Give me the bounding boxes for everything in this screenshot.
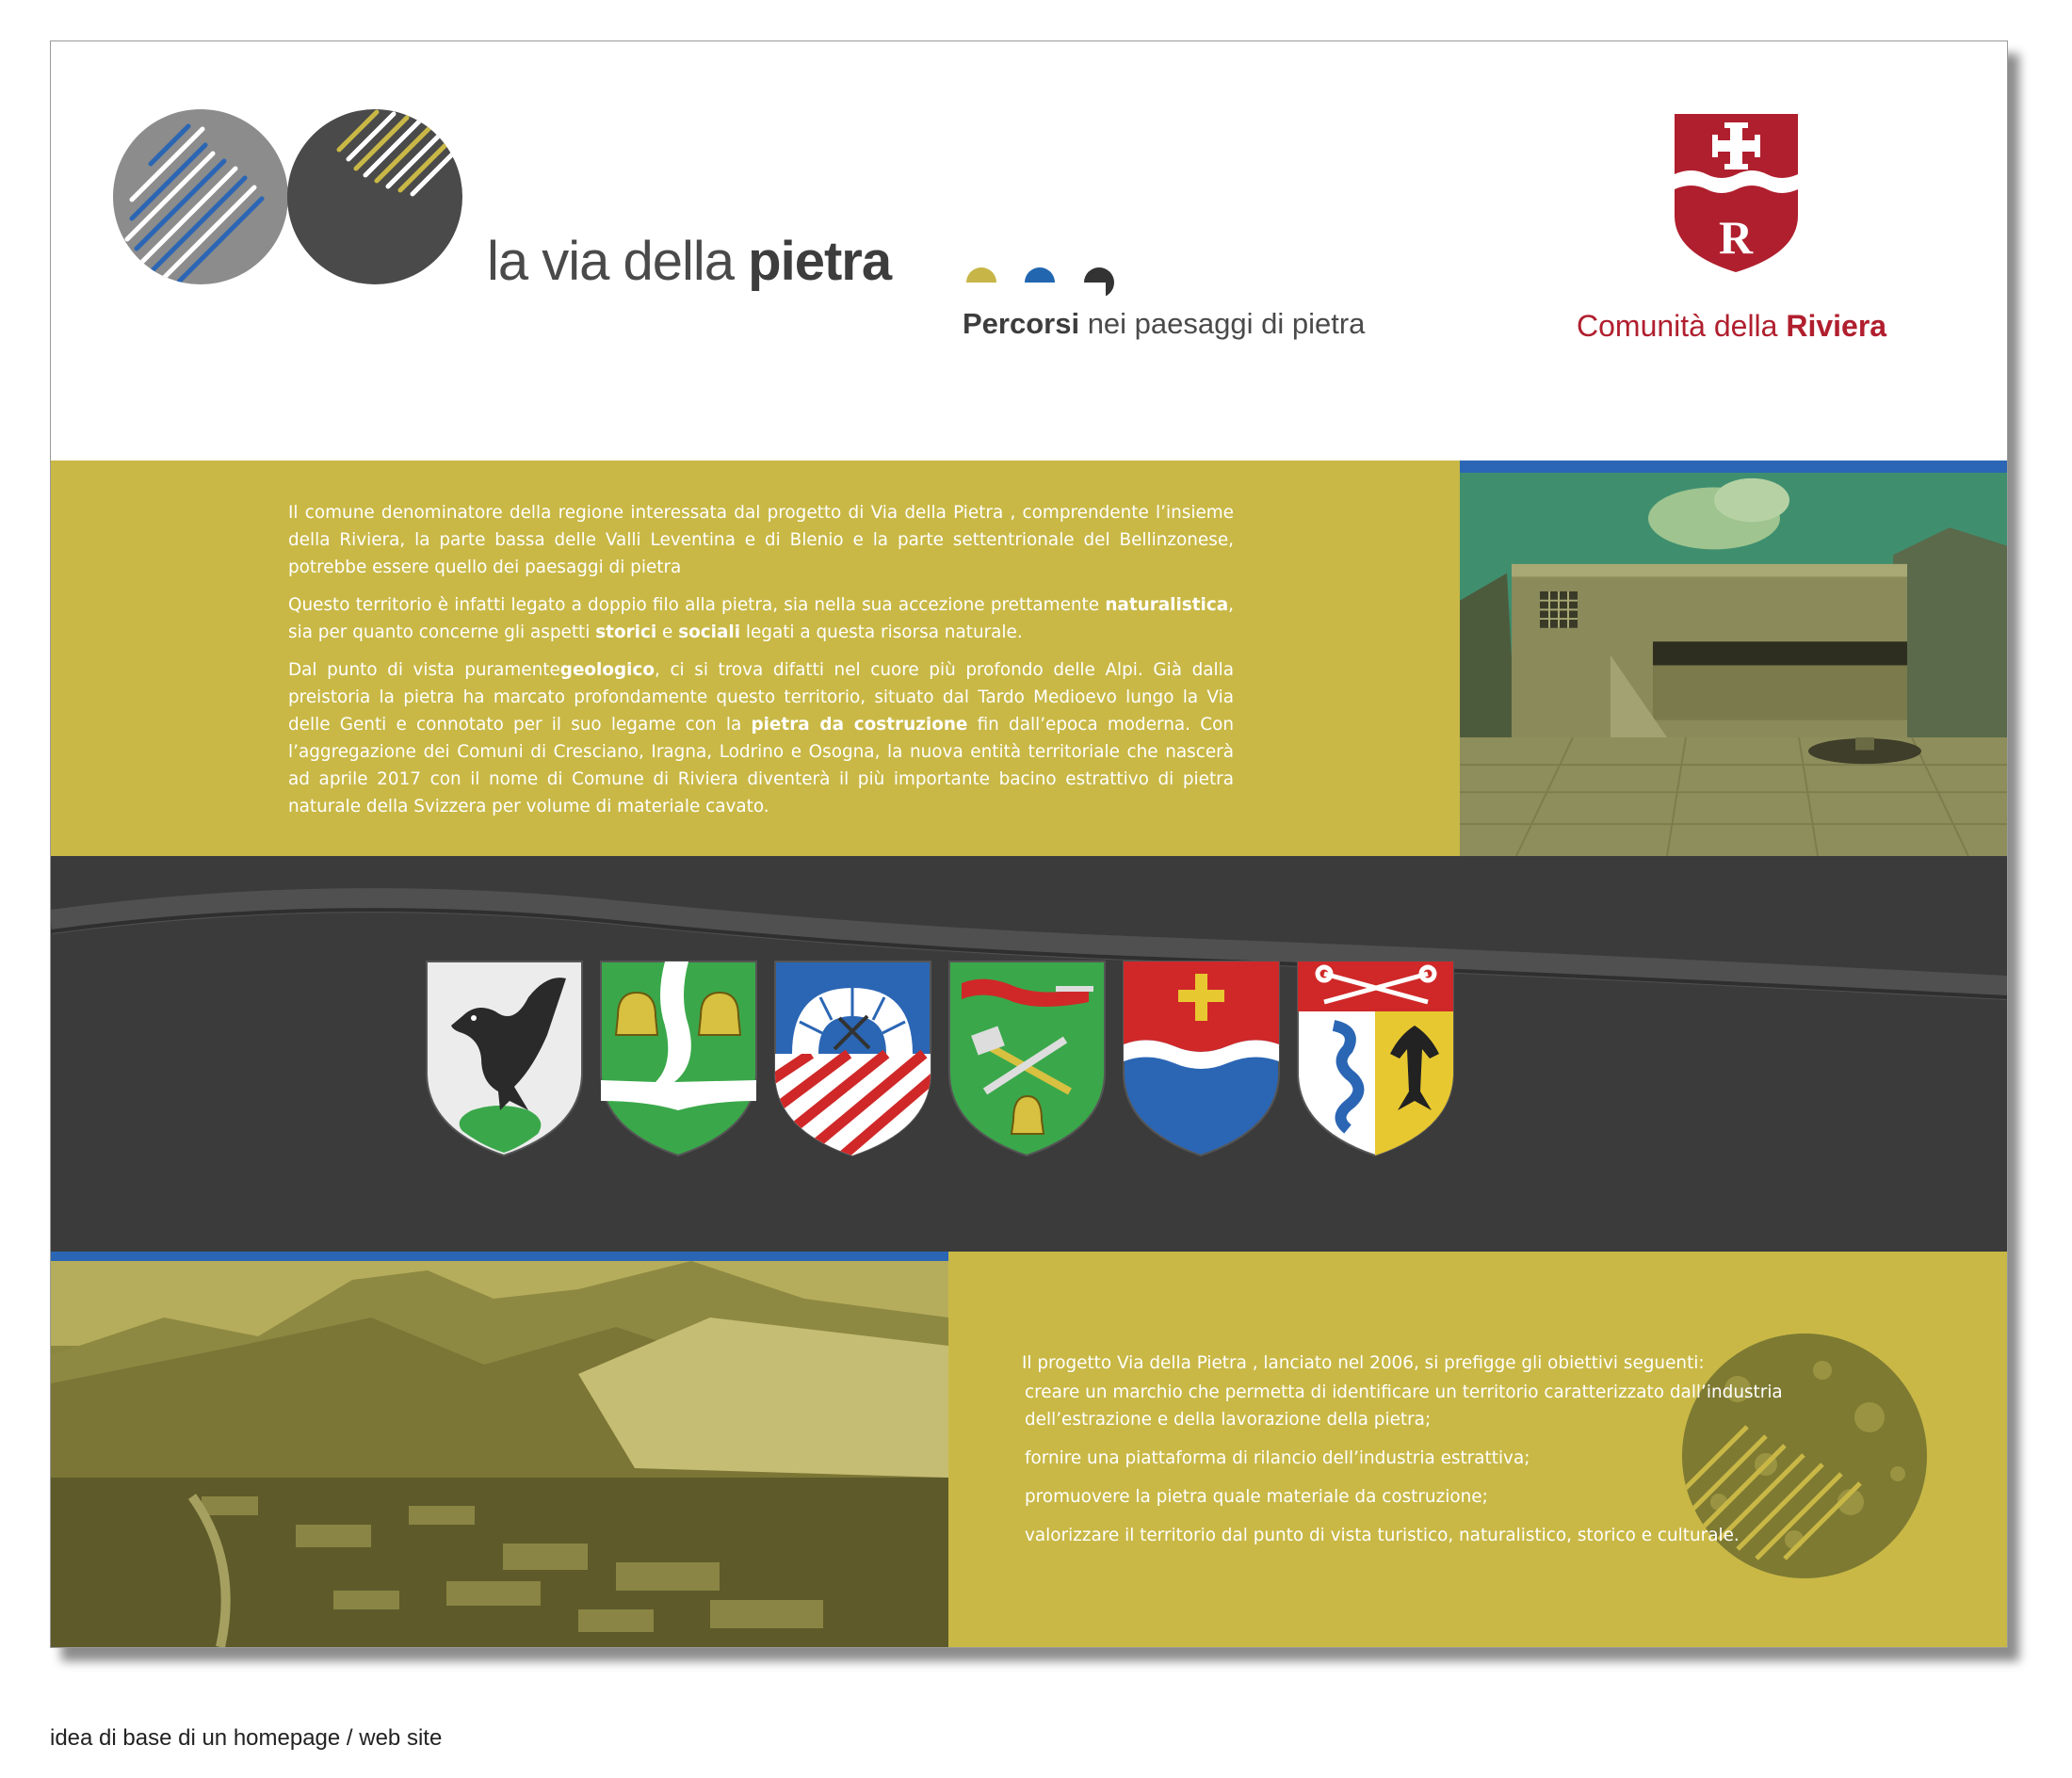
logo-circles-icon[interactable] — [113, 107, 463, 286]
tagline — [963, 307, 1365, 341]
project-lead: Il progetto Via della Pietra , lanciato nel 2006, si prefigge gli obiettivi seguenti: — [1022, 1353, 1705, 1373]
museum-building-photo[interactable] — [1460, 473, 2007, 856]
intro-paragraph-3: Dal punto di vista puramentegeologico, ci si trova difatti nel cuore più profondo delle Alpi. Già dalla preistoria la pietra ha marcato profondamente questo territorio, situato dal Tardo Medioevo lungo la Via delle Genti e connotato per il suo legame con la pietra da costruzione fin dall’epoca moderna. Con l’aggregazione dei Comuni di Cresciano, Iragna, Lodrino e Osogna, la nuova entità territoriale che nascerà ad aprile 2017 con il nome di Comune di Riviera diventerà il più importante bacino estrattivo di pietra naturale della Svizzera per volume di materiale cavato. — [288, 660, 1235, 816]
org-name — [1577, 309, 1886, 344]
project-text — [1022, 1350, 1804, 1560]
goal-item: fornire una piattaforma di rilancio dell’industria estrattiva; — [1025, 1448, 1530, 1468]
header — [51, 41, 2007, 461]
cross-wave-coat-of-arms-icon[interactable] — [1122, 960, 1281, 1157]
goal-item: promuovere la pietra quale materiale da costruzione; — [1025, 1487, 1488, 1507]
tagline-bold: Percorsi — [963, 307, 1080, 340]
site-title-light: la via della — [487, 231, 749, 292]
goal-item: valorizzare il territorio dal punto di vista turistico, naturalistico, storico e culturale. — [1025, 1526, 1740, 1545]
goal-item: creare un marchio che permetta di identificare un territorio caratterizzato dall’industria dell’estrazione e della lavorazione della pietra; — [1025, 1382, 1783, 1430]
tools-arch-coat-of-arms-icon[interactable] — [773, 960, 932, 1157]
coats-of-arms-band — [51, 856, 2007, 1252]
org-name-bold: Riviera — [1786, 309, 1887, 343]
intro-paragraph-1: Il comune denominatore della regione interessata dal progetto di Via della Pietra , comprendente l’insieme della Riviera, la parte bassa delle Valli Leventina e di Blenio e la parte settentrionale del Bellinzonese, potrebbe essere quello dei paesaggi di pietra — [288, 503, 1234, 577]
site-title — [487, 230, 891, 293]
project-goals-section — [948, 1252, 2007, 1647]
riviera-crest-icon[interactable] — [1673, 112, 1800, 274]
caption: idea di base di un homepage / web site — [50, 1725, 443, 1751]
intro-paragraph-2: Questo territorio è infatti legato a doppio filo alla pietra, sia nella sua accezione prettamente naturalistica, sia per quanto concerne gli aspetti storici e sociali legati a questa risorsa naturale. — [288, 595, 1234, 642]
intro-section — [51, 461, 1460, 856]
site-title-bold: pietra — [748, 231, 892, 292]
valley-village-photo[interactable] — [51, 1261, 948, 1647]
bells-river-coat-of-arms-icon[interactable] — [599, 960, 758, 1157]
homepage-board — [50, 40, 2008, 1648]
blue-accent-bar-top — [1460, 461, 2007, 473]
org-name-light: Comunità della — [1577, 309, 1787, 343]
keys-eagle-coat-of-arms-icon[interactable] — [1296, 960, 1455, 1157]
crow-coat-of-arms-icon[interactable] — [425, 960, 584, 1157]
project-goals-list — [1022, 1379, 1804, 1549]
tagline-rest: nei paesaggi di pietra — [1079, 307, 1366, 340]
sword-hammer-coat-of-arms-icon[interactable] — [947, 960, 1107, 1157]
crest-letter: R — [1718, 211, 1754, 264]
intro-text — [288, 499, 1234, 831]
